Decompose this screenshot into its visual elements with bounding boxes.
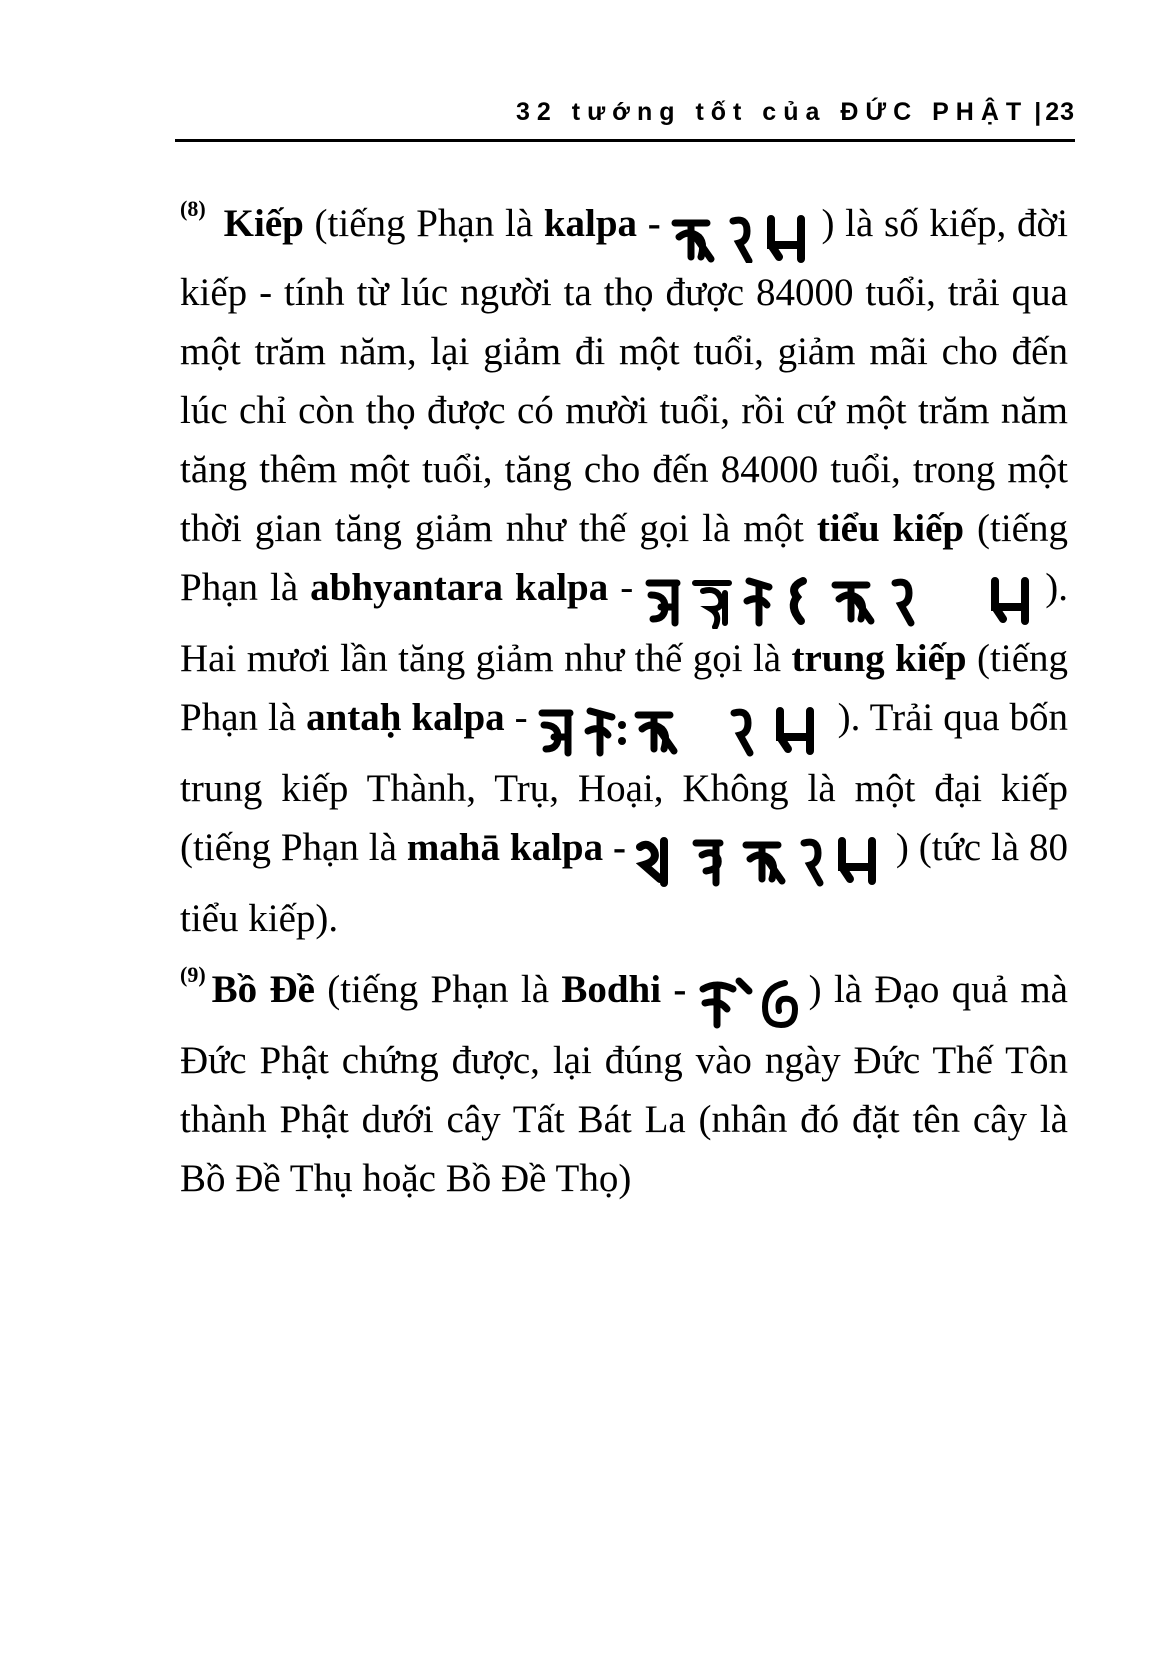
siddham-maha-kalpa-glyphs — [636, 828, 896, 889]
siddham-bodhi-glyphs — [699, 970, 809, 1031]
sanskrit-kalpa: kalpa - — [543, 202, 672, 245]
text-run: - — [504, 696, 538, 740]
page-number: 23 — [1045, 98, 1075, 126]
term-trung-kiep: trung kiếp — [791, 637, 967, 681]
text-run: ). Hai mươi lần tăng giảm như thế gọi là — [180, 566, 1068, 681]
text-run: ) (tức là 80 tiểu kiếp). — [180, 826, 1069, 941]
sanskrit-bodhi: Bodhi - — [561, 968, 699, 1012]
sanskrit-maha-kalpa: mahā kalpa - — [406, 826, 626, 870]
text-run: (tiếng Phạn là — [180, 507, 1068, 610]
siddham-kalpa-glyphs — [671, 204, 821, 263]
sanskrit-antah-kalpa: antaḥ kalpa — [306, 696, 505, 740]
footnote-marker-9: (9) — [180, 962, 206, 988]
text-run: ). Trải qua bốn trung kiếp Thành, Trụ, Hoại, Không là một đại kiếp (tiếng Phạn là — [180, 696, 1068, 870]
running-header — [175, 92, 1075, 132]
siddham-abhyantara-glyphs — [645, 568, 1045, 629]
header-rule — [175, 139, 1075, 142]
siddham-antah-glyphs — [538, 698, 838, 759]
text-run: (tiếng Phạn là — [314, 968, 562, 1012]
text-run: ) là Đạo quả mà Đức Phật chứng được, lại đúng vào ngày Đức Thế Tôn thành Phật dưới cây Tất Bát La (nhân đó đặt tên cây là Bồ Đề Thụ hoặc Bồ Đề Thọ) — [180, 968, 1068, 1201]
term-bo-de: Bồ Đề — [211, 968, 315, 1012]
term-kiep: Kiếp — [223, 202, 304, 245]
page-body — [180, 194, 1068, 1220]
text-run: (tiếng Phạn là — [180, 637, 1069, 740]
text-run: (tiếng Phạn là — [303, 202, 544, 245]
term-tieu-kiep: tiểu kiếp — [816, 507, 965, 551]
footnote-marker-8: (8) — [180, 196, 206, 221]
text-run: - — [608, 566, 646, 610]
sanskrit-abhyantara-kalpa: abhyantara kalpa — [310, 566, 609, 610]
text-run: ) là số kiếp, đời kiếp - tính từ lúc người ta thọ được 84000 tuổi, trải qua một trăm năm, lại giảm đi một tuổi, giảm mãi cho đến lúc chỉ còn thọ được có mười tuổi, rồi cứ một trăm năm tăng thêm một tuổi, tăng cho đến 84000 tuổi, trong một thời gian tăng giảm như thế gọi là một — [180, 202, 1068, 551]
header-separator: | — [1034, 98, 1042, 126]
footnote-8 — [180, 194, 1068, 948]
footnote-9 — [180, 960, 1068, 1208]
header-title: 32 tướng tốt của ĐỨC PHẬT — [516, 98, 1029, 126]
